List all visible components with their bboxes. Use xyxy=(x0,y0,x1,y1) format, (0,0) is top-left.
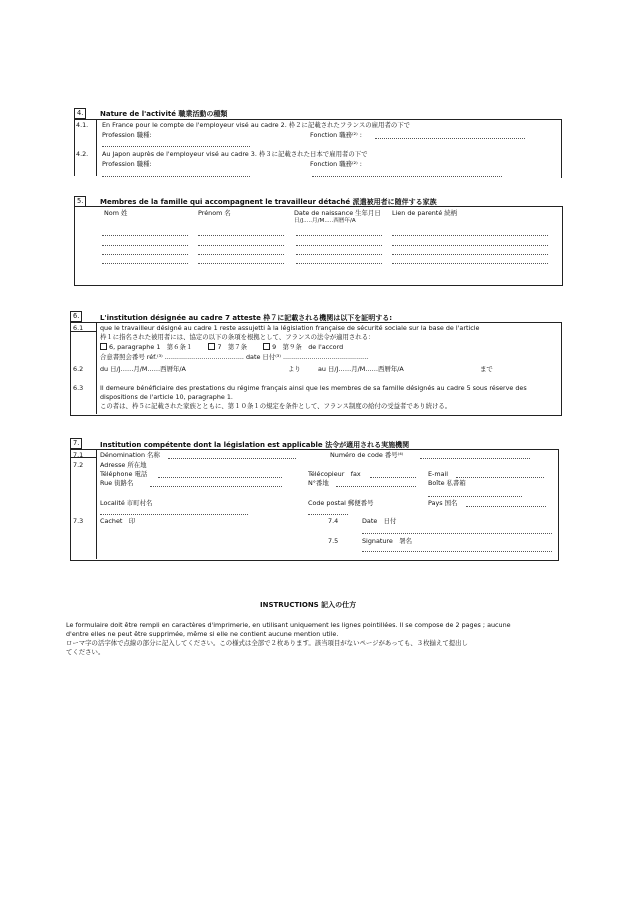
section-6-title: L'institution désignée au cadre 7 atteste 枠７に記載される機関は以下を証明する: xyxy=(100,314,393,322)
email-field[interactable] xyxy=(456,477,544,478)
family-row-3-date[interactable] xyxy=(296,254,382,255)
telephone-label: Téléphone 電話 xyxy=(100,470,148,478)
locality-field[interactable] xyxy=(100,514,248,515)
section-4-number: 4. xyxy=(74,108,86,119)
row-6-1-line-2: 枠１に指名された被用者には、協定の以下の条項を根拠として、フランスの法令が適用される： xyxy=(100,333,375,341)
row-4-1-fonction-label: Fonction 職務⁽²⁾ : xyxy=(310,131,362,139)
row-6-3-line-3: この者は、枠５に記載された家族とともに、第１０条１の規定を条件として、フランス制度の給付の受益者であり続ける。 xyxy=(100,402,452,410)
fax-label: Télécopieur fax xyxy=(308,470,361,478)
option-article-7-label: 7 第７条 xyxy=(217,343,248,351)
instructions-line-3: ローマ字の活字体で点線の部分に記入してください。この様式は全部で２枚あります。該当項目がないページがあっても、３枚揃えて提出し xyxy=(66,639,468,647)
street-number-label: N°番地 xyxy=(308,479,329,487)
family-row-1-lien[interactable] xyxy=(392,235,548,236)
section-5-title: Membres de la famille qui accompagnent le travailleur détaché 派遣被用者に随伴する家族 xyxy=(100,198,437,206)
family-row-4-nom[interactable] xyxy=(102,263,188,264)
col-nom: Nom 姓 xyxy=(104,209,128,217)
stamp-label: Cachet 印 xyxy=(100,517,136,525)
family-row-2-nom[interactable] xyxy=(102,245,188,246)
row-4-2-fonction-label: Fonction 職務⁽²⁾ : xyxy=(310,160,362,168)
section-6-number: 6. xyxy=(70,311,82,322)
row-7-4-number: 7.4 xyxy=(328,517,339,525)
row-7-3-number: 7.3 xyxy=(73,517,84,525)
col-date-format: 日/J.....月/M.....西暦年/A xyxy=(294,218,356,224)
row-4-2-profession-label: Profession 職種: xyxy=(102,160,152,168)
family-row-2-lien[interactable] xyxy=(392,245,548,246)
street-field[interactable] xyxy=(150,486,282,487)
row-6-3-line-2: dispositions de l'article 10, paragraphe 1. xyxy=(100,393,233,401)
instructions-line-4: てください。 xyxy=(66,648,105,656)
row-6-1-number: 6.1 xyxy=(73,324,84,332)
date-field[interactable] xyxy=(362,533,552,534)
country-label: Pays 国名 xyxy=(428,499,458,507)
row-6-1-line-1: que le travailleur désigné au cadre 1 reste assujetti à la législation française de sécurité sociale sur la base de l'article xyxy=(100,324,480,332)
family-row-3-nom[interactable] xyxy=(102,254,188,255)
row-6-2-yori: より xyxy=(288,365,301,373)
family-row-3-lien[interactable] xyxy=(392,254,548,255)
instructions-line-1: Le formulaire doit être rempli en caractères d'imprimerie, en utilisant uniquement les lignes pointillées. Il se compose de 2 pages ; aucune xyxy=(66,621,511,629)
row-4-1-fonction-field[interactable] xyxy=(375,138,525,139)
family-row-2-prenom[interactable] xyxy=(198,245,284,246)
col-date: Date de naissance 生年月日 xyxy=(294,209,381,217)
option-article-9-label: 9 第９条 de l'accord xyxy=(272,343,344,351)
col-prenom: Prénom 名 xyxy=(198,209,231,217)
fax-field[interactable] xyxy=(370,477,416,478)
row-7-5-number: 7.5 xyxy=(328,537,339,545)
family-row-2-date[interactable] xyxy=(296,245,382,246)
row-6-3-number: 6.3 xyxy=(73,384,84,392)
date-label: Date 日付 xyxy=(362,517,397,525)
signature-field[interactable] xyxy=(362,551,552,552)
row-4-1-profession-label: Profession 職種: xyxy=(102,131,152,139)
checkbox-article-7[interactable] xyxy=(208,343,215,350)
row-4-1-profession-field[interactable] xyxy=(102,146,250,147)
postal-code-label: Code postal 郵便番号 xyxy=(308,499,374,507)
po-box-label: Boîte 私書箱 xyxy=(428,479,466,487)
instructions-title: INSTRUCTIONS 記入の仕方 xyxy=(260,601,357,609)
po-box-field[interactable] xyxy=(428,496,522,497)
family-row-1-prenom[interactable] xyxy=(198,235,284,236)
row-4-1-number: 4.1. xyxy=(76,121,89,129)
family-row-4-prenom[interactable] xyxy=(198,263,284,264)
email-label: E-mail xyxy=(428,470,449,478)
row-6-2-to: au 日/J……月/M……西暦年/A xyxy=(318,365,404,373)
row-6-1-options xyxy=(100,343,343,351)
row-4-2-fonction-field[interactable] xyxy=(312,176,502,177)
family-row-3-prenom[interactable] xyxy=(198,254,284,255)
row-6-2-made: まで xyxy=(480,365,493,373)
code-number-field[interactable] xyxy=(420,458,530,459)
row-6-2-number: 6.2 xyxy=(73,365,84,373)
street-label: Rue 街路名 xyxy=(100,479,134,487)
section-7-title: Institution compétente dont la législation est applicable 法令が適用される実施機関 xyxy=(100,441,410,449)
row-6-3-line-1: Il demeure bénéficiaire des prestations du régime français ainsi que les membres de sa famille désignés au cadre 5 sous réserve des xyxy=(100,384,527,392)
street-number-field[interactable] xyxy=(336,486,416,487)
denomination-label: Dénomination 名称 xyxy=(100,451,160,459)
address-label: Adresse 所在地 xyxy=(100,461,147,469)
col-lien: Lien de parenté 続柄 xyxy=(392,209,458,217)
telephone-field[interactable] xyxy=(158,477,282,478)
family-row-4-lien[interactable] xyxy=(392,263,548,264)
row-7-1-number: 7.1 xyxy=(73,451,84,459)
row-6-2-from: du 日/J……月/M……西暦年/A xyxy=(100,365,186,373)
family-row-1-nom[interactable] xyxy=(102,235,188,236)
row-4-1-text: En France pour le compte de l'employeur visé au cadre 2. 枠２に記載されたフランスの雇用者の下で xyxy=(102,121,411,129)
instructions-line-2: d'entre elles ne peut être supprimée, même si elle ne contient aucune mention utile. xyxy=(66,630,339,638)
section-4-title: Nature de l'activité 職業活動の種類 xyxy=(100,110,228,118)
option-article-6-label: 6, paragraphe 1 第６条１ xyxy=(109,343,193,351)
postal-code-field[interactable] xyxy=(308,514,348,515)
section-7-number: 7. xyxy=(70,438,82,449)
checkbox-article-6[interactable] xyxy=(100,343,107,350)
denomination-field[interactable] xyxy=(168,458,296,459)
checkbox-article-9[interactable] xyxy=(263,343,270,350)
family-row-4-date[interactable] xyxy=(296,263,382,264)
row-7-2-number: 7.2 xyxy=(73,461,84,469)
row-4-2-number: 4.2. xyxy=(76,150,89,158)
signature-label: Signature 署名 xyxy=(362,537,413,545)
family-row-1-date[interactable] xyxy=(296,235,382,236)
row-6-1-reference: 合意書照会番号 réf.⁽³⁾ ....................................... date 日付⁽³⁾ .......................................... xyxy=(100,353,369,361)
code-number-label: Numéro de code 番号⁽⁴⁾ xyxy=(330,451,404,459)
row-4-2-text: Au Japon auprès de l'employeur visé au cadre 3. 枠３に記載された日本で雇用者の下で xyxy=(102,150,368,158)
row-4-2-profession-field[interactable] xyxy=(102,176,250,177)
section-5-number: 5. xyxy=(74,196,86,207)
locality-label: Localité 市町村名 xyxy=(100,499,153,507)
country-field[interactable] xyxy=(466,506,546,507)
